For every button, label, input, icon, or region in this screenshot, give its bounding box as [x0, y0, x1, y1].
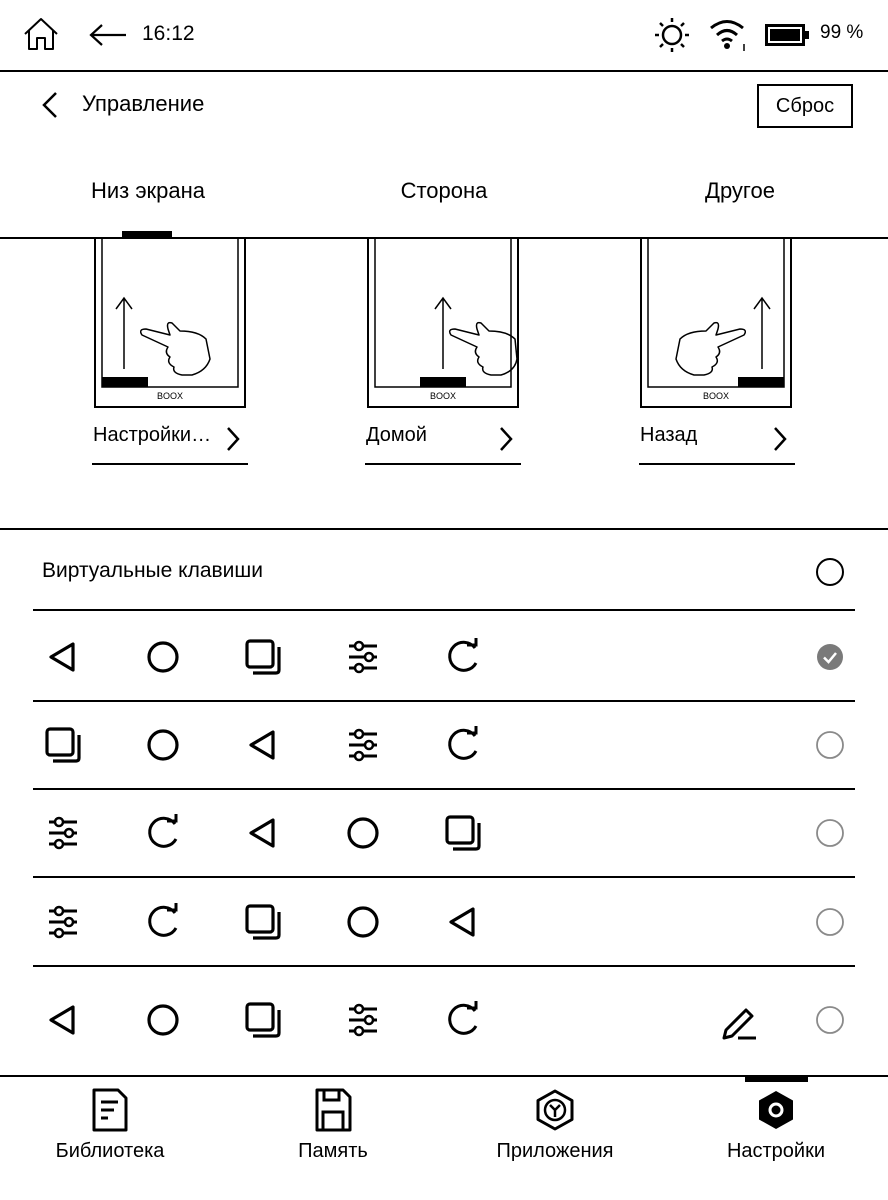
virtual-keys-toggle[interactable]: [815, 557, 845, 587]
section-divider: [0, 528, 888, 530]
wifi-icon[interactable]: [708, 16, 748, 52]
edit-pencil-icon[interactable]: [718, 1000, 758, 1040]
home-icon: [343, 813, 383, 853]
recent-apps-icon: [43, 725, 83, 765]
home-icon: [343, 902, 383, 942]
refresh-icon: [443, 725, 483, 765]
back-arrow-icon[interactable]: [88, 22, 128, 48]
brightness-icon[interactable]: [654, 17, 690, 53]
radio-unselected[interactable]: [815, 1005, 845, 1035]
settings-sliders-icon: [343, 1000, 383, 1040]
settings-sliders-icon: [343, 637, 383, 677]
gesture-underline: [365, 463, 521, 465]
refresh-icon: [143, 813, 183, 853]
home-icon: [143, 1000, 183, 1040]
library-icon: [90, 1088, 130, 1132]
back-icon: [243, 813, 283, 853]
reset-button[interactable]: Сброс: [757, 84, 853, 128]
battery-percent: 99 %: [820, 22, 864, 43]
gesture-underline: [639, 463, 795, 465]
nav-storage-label: Память: [298, 1140, 368, 1162]
recent-apps-icon: [443, 813, 483, 853]
nav-apps-label: Приложения: [496, 1140, 614, 1162]
battery-icon: [765, 24, 811, 46]
brand-label: BOOX: [429, 391, 457, 401]
back-icon: [43, 1000, 83, 1040]
tab-other[interactable]: Другое: [705, 178, 775, 203]
nav-library[interactable]: [35, 1088, 185, 1163]
nav-settings-label: Настройки: [726, 1140, 826, 1162]
settings-icon: [754, 1088, 798, 1132]
home-icon: [143, 637, 183, 677]
chevron-right-icon[interactable]: [225, 425, 241, 453]
nav-library-label: Библиотека: [55, 1140, 165, 1162]
status-bar: [0, 0, 888, 72]
tab-side[interactable]: Сторона: [400, 178, 488, 203]
home-icon: [143, 725, 183, 765]
gesture-illustration-left[interactable]: [94, 239, 246, 409]
radio-unselected[interactable]: [815, 818, 845, 848]
back-icon: [43, 637, 83, 677]
chevron-right-icon[interactable]: [498, 425, 514, 453]
active-tab-indicator: [122, 231, 172, 237]
gesture-illustration-center[interactable]: [367, 239, 519, 409]
gesture-action-label-3[interactable]: Назад: [640, 424, 698, 446]
storage-icon: [313, 1088, 353, 1132]
tab-bottom-screen[interactable]: Низ экрана: [90, 178, 206, 203]
brand-label: BOOX: [156, 391, 184, 401]
clock-time: 16:12: [142, 22, 195, 45]
recent-apps-icon: [243, 902, 283, 942]
apps-icon: [533, 1088, 577, 1132]
radio-unselected[interactable]: [815, 907, 845, 937]
settings-sliders-icon: [343, 725, 383, 765]
gesture-underline: [92, 463, 248, 465]
gesture-action-label-1[interactable]: Настройки…: [93, 424, 212, 446]
active-nav-indicator: [745, 1075, 808, 1082]
home-icon[interactable]: [22, 16, 60, 52]
brand-label: BOOX: [702, 391, 730, 401]
back-chevron-icon[interactable]: [40, 90, 60, 120]
refresh-icon: [443, 1000, 483, 1040]
row-divider: [33, 609, 855, 611]
settings-sliders-icon: [43, 902, 83, 942]
gesture-action-label-2[interactable]: Домой: [366, 424, 427, 446]
recent-apps-icon: [243, 637, 283, 677]
settings-sliders-icon: [43, 813, 83, 853]
back-icon: [443, 902, 483, 942]
nav-settings[interactable]: [701, 1088, 851, 1163]
recent-apps-icon: [243, 1000, 283, 1040]
refresh-icon: [143, 902, 183, 942]
chevron-right-icon[interactable]: [772, 425, 788, 453]
back-icon: [243, 725, 283, 765]
page-title: Управление: [82, 91, 205, 116]
radio-unselected[interactable]: [815, 730, 845, 760]
gesture-illustration-right[interactable]: [640, 239, 792, 409]
virtual-keys-title: Виртуальные клавиши: [42, 559, 263, 582]
nav-apps[interactable]: [480, 1088, 630, 1163]
refresh-icon: [443, 637, 483, 677]
radio-selected[interactable]: [815, 642, 845, 672]
nav-storage[interactable]: [258, 1088, 408, 1163]
